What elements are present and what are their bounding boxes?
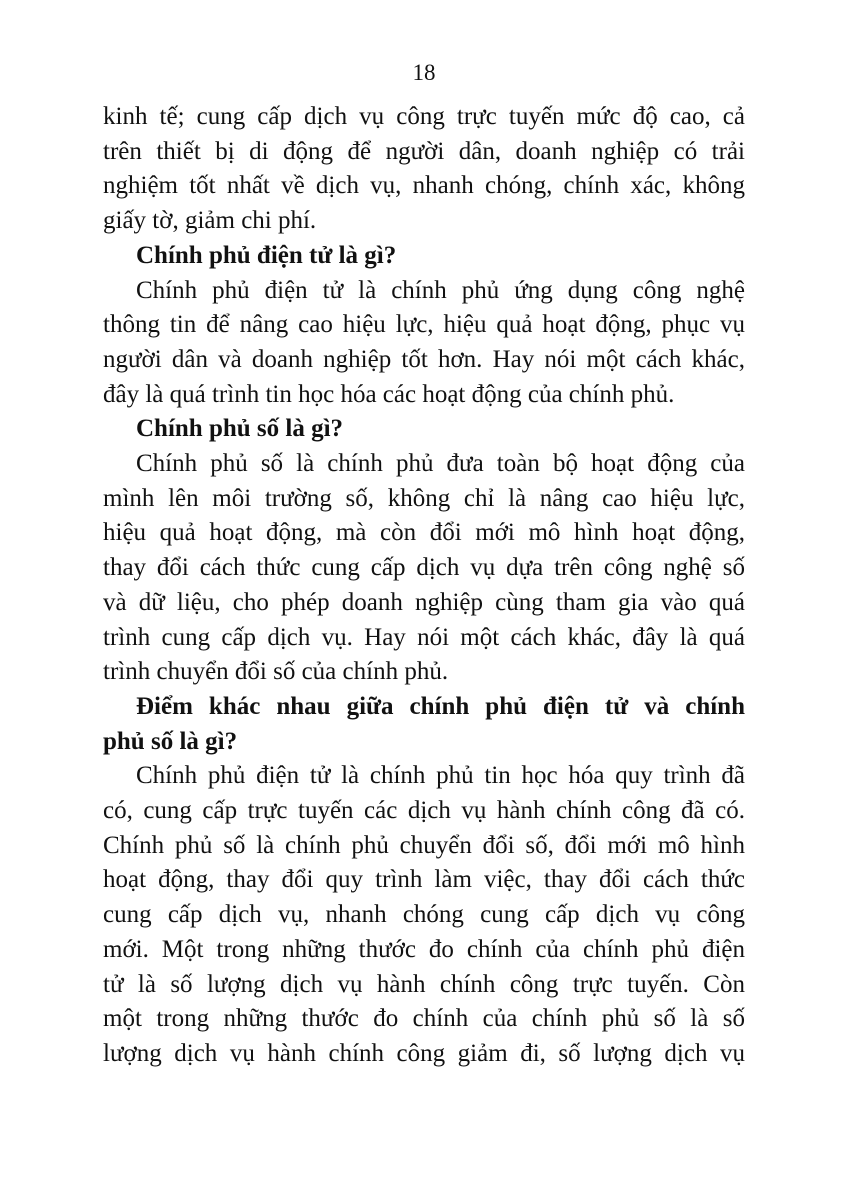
text-line: phủ số là gì?	[103, 727, 238, 755]
text-line: và dữ liệu, cho phép doanh nghiệp cùng tham gia vào quá	[103, 588, 745, 616]
text-line: Chính phủ điện tử là gì?	[136, 241, 397, 269]
text-line: mới. Một trong những thước đo chính của chính phủ điện	[103, 935, 745, 963]
text-line: Chính phủ điện tử là chính phủ tin học hóa quy trình đã	[136, 762, 745, 790]
text-line: đây là quá trình tin học hóa các hoạt động của chính phủ.	[103, 380, 675, 408]
text-line: trên thiết bị di động để người dân, doanh nghiệp có trải	[103, 137, 745, 165]
text-line: Chính phủ số là chính phủ đưa toàn bộ hoạt động của	[136, 450, 745, 478]
text-line: Chính phủ số là gì?	[136, 415, 344, 443]
text-line: giấy tờ, giảm chi phí.	[103, 207, 317, 235]
text-line: trình cung cấp dịch vụ. Hay nói một cách khác, đây là quá	[103, 623, 745, 651]
document-body	[103, 100, 745, 1072]
page-number: 18	[412, 60, 436, 85]
text-line: trình chuyển đổi số của chính phủ.	[103, 658, 449, 686]
text-line: Chính phủ điện tử là chính phủ ứng dụng công nghệ	[136, 276, 745, 304]
paragraph	[103, 274, 745, 413]
text-line: nghiệm tốt nhất về dịch vụ, nhanh chóng, chính xác, không	[103, 172, 745, 200]
text-line: thay đổi cách thức cung cấp dịch vụ dựa trên công nghệ số	[103, 554, 745, 582]
text-line: Điểm khác nhau giữa chính phủ điện tử và chính	[136, 692, 745, 720]
text-line: hiệu quả hoạt động, mà còn đổi mới mô hình hoạt động,	[103, 519, 745, 547]
document-page	[103, 58, 745, 1072]
paragraph	[103, 759, 745, 1071]
text-line: cung cấp dịch vụ, nhanh chóng cung cấp dịch vụ công	[103, 901, 745, 929]
section-heading	[103, 690, 745, 759]
section-heading	[103, 239, 745, 274]
paragraph	[103, 100, 745, 239]
text-line: kinh tế; cung cấp dịch vụ công trực tuyến mức độ cao, cả	[103, 103, 745, 130]
text-line: người dân và doanh nghiệp tốt hơn. Hay nói một cách khác,	[103, 345, 745, 373]
text-line: hoạt động, thay đổi quy trình làm việc, thay đổi cách thức	[103, 866, 745, 894]
text-line: tử là số lượng dịch vụ hành chính công trực tuyến. Còn	[103, 970, 745, 998]
text-line: mình lên môi trường số, không chỉ là nâng cao hiệu lực,	[103, 484, 745, 512]
text-line: lượng dịch vụ hành chính công giảm đi, số lượng dịch vụ	[103, 1039, 745, 1067]
text-line: Chính phủ số là chính phủ chuyển đổi số, đổi mới mô hình	[103, 831, 745, 859]
text-line: có, cung cấp trực tuyến các dịch vụ hành chính công đã có.	[103, 797, 745, 825]
text-line: thông tin để nâng cao hiệu lực, hiệu quả hoạt động, phục vụ	[103, 311, 745, 339]
paragraph	[103, 447, 745, 690]
section-heading	[103, 412, 745, 447]
text-line: một trong những thước đo chính của chính phủ số là số	[103, 1005, 745, 1033]
